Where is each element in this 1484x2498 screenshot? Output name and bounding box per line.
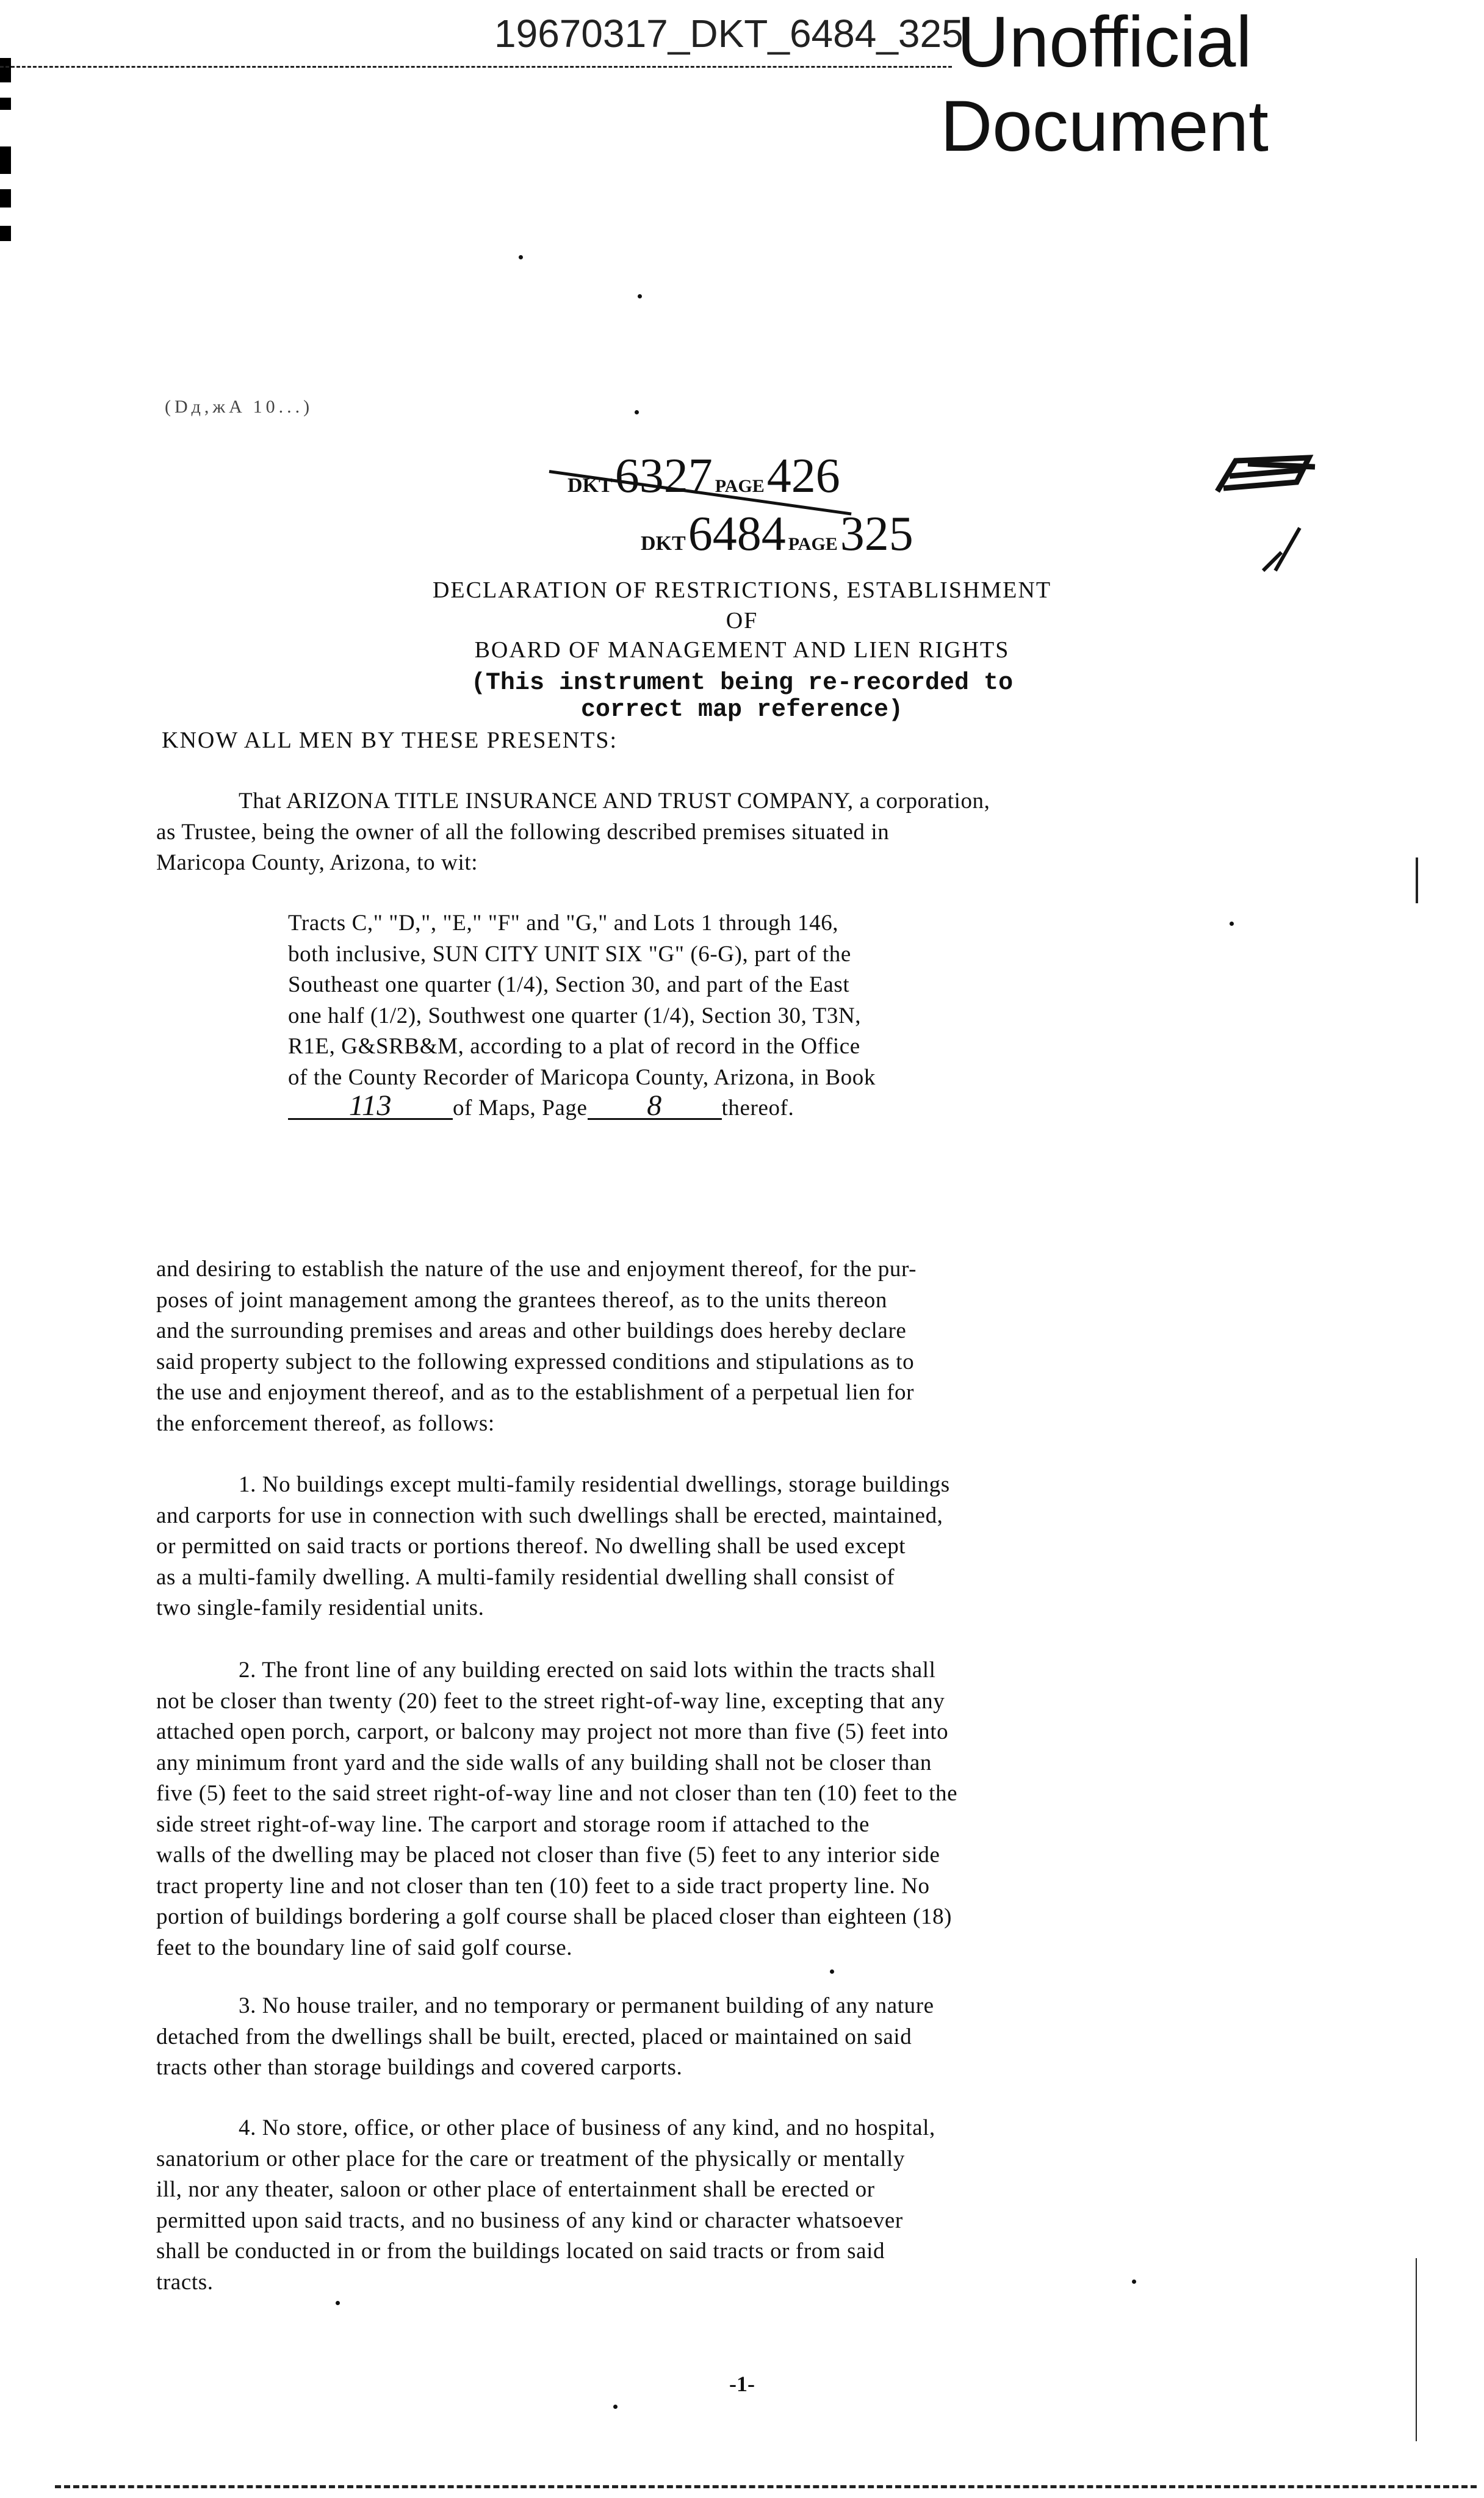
rerecord-note-1: (This instrument being re-recorded to — [470, 670, 1014, 697]
page-number-handwritten: 8 — [588, 1094, 722, 1120]
restriction-line: portion of buildings bordering a golf course shall be placed closer than eighteen (18) — [156, 1904, 953, 1929]
scan-speck — [519, 255, 523, 259]
legal-line: Southeast one quarter (1/4), Section 30, and part of the East — [288, 972, 850, 997]
scan-speck — [638, 294, 642, 298]
scribble-icon — [1211, 449, 1321, 504]
restriction-3 — [156, 1991, 1334, 2084]
scan-edge-left — [0, 226, 11, 241]
book-page-line — [288, 1089, 1203, 1124]
desiring-line: the enforcement thereof, as follows: — [156, 1410, 495, 1436]
restriction-line: tract property line and not closer than ten (10) feet to a side tract property line. No — [156, 1873, 930, 1899]
thereof-label: thereof. — [721, 1096, 794, 1121]
scan-edge-left — [0, 98, 11, 110]
desiring-line: said property subject to the following expressed conditions and stipulations as to — [156, 1349, 915, 1374]
desiring-line: and desiring to establish the nature of the use and enjoyment thereof, for the pur- — [156, 1257, 917, 1282]
restriction-1 — [156, 1470, 1334, 1624]
handwritten-mark — [1211, 449, 1321, 515]
maps-label: of Maps, Page — [453, 1096, 588, 1121]
know-all-men: KNOW ALL MEN BY THESE PRESENTS: — [162, 727, 618, 753]
unofficial-watermark — [934, 0, 1275, 168]
scan-speck — [1230, 922, 1234, 926]
restriction-line: side street right-of-way line. The carport and storage room if attached to the — [156, 1811, 870, 1837]
scan-speck — [613, 2405, 618, 2409]
desiring-line: the use and enjoyment thereof, and as to the establishment of a perpetual lien for — [156, 1380, 915, 1405]
document-id: 19670317_DKT_6484_325 — [494, 12, 964, 56]
page-number: -1- — [729, 2372, 755, 2396]
scan-speck — [830, 1969, 834, 1974]
intro-line: That ARIZONA TITLE INSURANCE AND TRUST COMPANY, a corporation, — [239, 789, 990, 814]
title-line-2: OF — [726, 608, 758, 634]
intro-line: Maricopa County, Arizona, to wit: — [156, 850, 478, 875]
desiring-paragraph — [156, 1254, 1334, 1439]
restriction-line: as a multi-family dwelling. A multi-family residential dwelling shall consist of — [156, 1564, 895, 1590]
restriction-line: ill, nor any theater, saloon or other place of entertainment shall be erected or — [156, 2177, 875, 2202]
restriction-line: detached from the dwellings shall be built, erected, placed or maintained on said — [156, 2024, 912, 2049]
scan-speck — [336, 2301, 340, 2305]
restriction-line: permitted upon said tracts, and no business of any kind or character whatsoever — [156, 2207, 903, 2233]
dkt-number: 6484 — [688, 507, 786, 561]
restriction-line: tracts other than storage buildings and covered carports. — [156, 2055, 683, 2080]
restriction-line: 3. No house trailer, and no temporary or permanent building of any nature — [239, 1993, 934, 2018]
restriction-line: 1. No buildings except multi-family residential dwellings, storage buildings — [239, 1472, 950, 1497]
scan-edge-left — [0, 189, 11, 208]
dkt-label: DKT — [641, 532, 686, 555]
scan-rule-top — [0, 66, 952, 68]
legal-description — [288, 908, 1203, 1124]
legal-line: of the County Recorder of Maricopa County, Arizona, in Book — [288, 1064, 876, 1090]
margin-mark — [1416, 2258, 1417, 2441]
restriction-line: or permitted on said tracts or portions thereof. No dwelling shall be used except — [156, 1534, 906, 1559]
margin-mark — [1416, 857, 1418, 903]
book-number-handwritten: 113 — [288, 1094, 453, 1120]
restriction-line: sanatorium or other place for the care or treatment of the physically or mentally — [156, 2146, 905, 2171]
docket-stamp-original — [567, 449, 840, 504]
watermark-line-1: Unofficial — [957, 2, 1252, 82]
check-mark-icon — [1257, 525, 1312, 574]
scan-rule-bottom — [55, 2485, 1477, 2488]
smudged-stamp: (Dд,жA 10...) — [165, 397, 314, 417]
intro-paragraph — [156, 786, 1334, 879]
rerecord-note-2: correct map reference) — [580, 696, 904, 724]
page-number-stamp: 426 — [766, 449, 840, 503]
scan-speck — [635, 410, 639, 414]
restriction-line: feet to the boundary line of said golf course. — [156, 1935, 573, 1960]
restriction-line: tracts. — [156, 2269, 214, 2295]
restriction-4 — [156, 2113, 1334, 2298]
restriction-line: any minimum front yard and the side walls of any building shall not be closer than — [156, 1750, 932, 1775]
legal-line: both inclusive, SUN CITY UNIT SIX "G" (6-G), part of the — [288, 941, 851, 967]
restriction-2 — [156, 1655, 1334, 1963]
restriction-line: 4. No store, office, or other place of business of any kind, and no hospital, — [239, 2115, 935, 2140]
page-number-stamp: 325 — [840, 507, 913, 561]
restriction-line: shall be conducted in or from the buildings located on said tracts or from said — [156, 2239, 885, 2264]
dkt-number: 6327 — [614, 449, 713, 503]
legal-line: R1E, G&SRB&M, according to a plat of record in the Office — [288, 1034, 860, 1059]
restriction-line: five (5) feet to the said street right-of-way line and not closer than ten (10) feet to the — [156, 1781, 958, 1806]
restriction-line: and carports for use in connection with such dwellings shall be erected, maintained, — [156, 1503, 943, 1528]
restriction-line: walls of the dwelling may be placed not closer than five (5) feet to any interior side — [156, 1843, 940, 1868]
page-label: PAGE — [788, 534, 838, 554]
restriction-line: not be closer than twenty (20) feet to the street right-of-way line, excepting that any — [156, 1688, 945, 1714]
intro-line: as Trustee, being the owner of all the following described premises situated in — [156, 819, 890, 845]
desiring-line: poses of joint management among the grantees thereof, as to the units thereon — [156, 1287, 888, 1313]
dkt-label: DKT — [567, 474, 613, 497]
desiring-line: and the surrounding premises and areas and other buildings does hereby declare — [156, 1318, 907, 1343]
legal-line: one half (1/2), Southwest one quarter (1/4), Section 30, T3N, — [288, 1003, 862, 1028]
title-line-1: DECLARATION OF RESTRICTIONS, ESTABLISHMENT — [432, 577, 1052, 603]
legal-line: Tracts C," "D,", "E," "F" and "G," and Lots 1 through 146, — [288, 911, 839, 936]
restriction-line: two single-family residential units. — [156, 1595, 484, 1620]
scan-edge-left — [0, 146, 11, 174]
docket-stamp-rerecorded — [641, 507, 913, 562]
scan-edge-left — [0, 58, 11, 82]
title-line-3: BOARD OF MANAGEMENT AND LIEN RIGHTS — [474, 637, 1010, 663]
page-label: PAGE — [715, 476, 765, 496]
restriction-line: attached open porch, carport, or balcony may project not more than five (5) feet into — [156, 1719, 949, 1744]
watermark-line-2: Document — [940, 86, 1269, 167]
restriction-line: 2. The front line of any building erected on said lots within the tracts shall — [239, 1658, 936, 1683]
